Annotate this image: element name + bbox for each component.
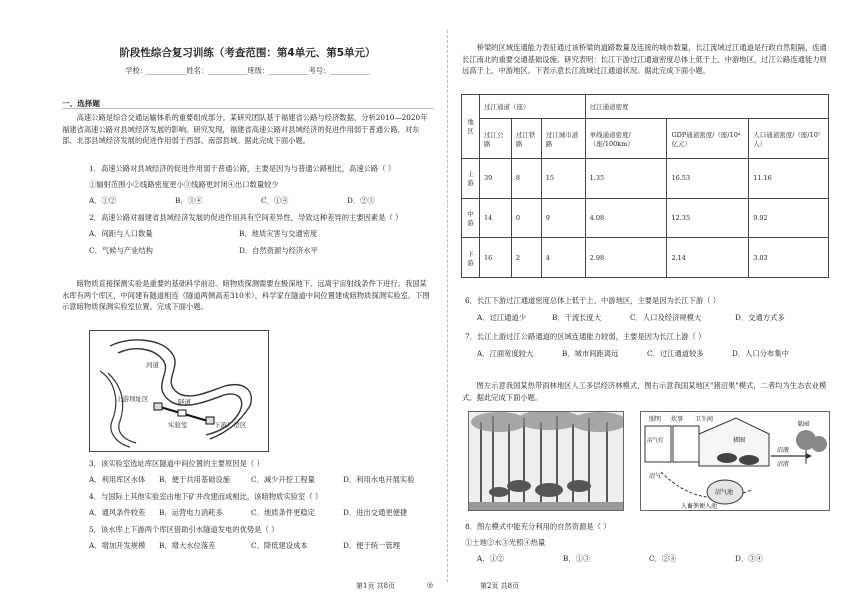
tree-canopy-graphic: [469, 412, 624, 511]
table-cell: 16: [479, 238, 511, 278]
q5-option-b[interactable]: B．增大水位落差: [159, 541, 216, 550]
section-rule: [62, 108, 434, 109]
fig-label-slurry: 沼液: [777, 447, 790, 454]
q6-option-a[interactable]: A．过江通道少: [477, 313, 527, 322]
footer-separator: ◎: [427, 581, 434, 589]
q1-stem: 1．高速公路对县域经济的促进作用弱于普通公路，主要是因为与普通公路相比，高速公路（ ）: [89, 164, 396, 173]
table-cell: 11.16: [749, 158, 829, 198]
table-cell: 0: [511, 198, 541, 238]
table-cell: 1.35: [585, 158, 667, 198]
q2-options-row1: [89, 229, 434, 239]
q5-option-a[interactable]: A．增加开发规模: [89, 541, 146, 550]
table-cell: 15: [541, 158, 585, 198]
q1-option-a[interactable]: A．①②: [89, 196, 117, 205]
reservoir-map-graphic: [90, 331, 268, 451]
table-row: [462, 238, 829, 278]
map-label-lower: 下游厂房区: [214, 421, 247, 429]
q8-option-b[interactable]: B．①③: [563, 554, 591, 563]
table-cell: 12.35: [667, 198, 749, 238]
q4-option-d[interactable]: D．进出交通更便捷: [343, 508, 408, 517]
q3-option-a[interactable]: A．利用库区水体: [89, 475, 146, 484]
table-subheader: 过江公路: [479, 119, 511, 159]
q7-options: [477, 349, 832, 359]
q6-stem: 6．长江下游过江通道密度总体上低于上、中游地区，主要是因为长江下游（ ）: [465, 296, 721, 305]
q7-option-a[interactable]: A．江面宽度较大: [477, 349, 534, 358]
q6-option-c[interactable]: C．人口及经济规模大: [630, 313, 702, 322]
q5-option-c[interactable]: C．降低建设成本: [251, 541, 308, 550]
table-cell: 9: [541, 198, 585, 238]
fig-label-orchard: 果园: [797, 421, 810, 428]
q7-stem: 7．长江上游过江公路通道的区域连通能力较弱，主要是因为长江上游（ ）: [465, 332, 706, 341]
q8-option-a[interactable]: A．①②: [477, 554, 505, 563]
crossing-data-table: [461, 94, 829, 278]
table-cell: 4.08: [585, 198, 667, 238]
q5-options: [89, 541, 434, 551]
pig-biogas-fruit-figure: [640, 411, 830, 511]
table-subheader: 单线通道密度/（座/100km）: [585, 119, 667, 159]
q4-option-c[interactable]: C．地质条件更稳定: [251, 508, 315, 517]
table-subheader: 过江城市道路: [541, 119, 585, 159]
q5-option-d[interactable]: D．便于统一管理: [343, 541, 400, 550]
q2-stem: 2．高速公路对福建省县域经济发展的促进作用具有空间差异性，导致这种差异的主要因素是（ ）: [89, 213, 403, 222]
table-cell: 2: [511, 238, 541, 278]
q6-option-d[interactable]: D．交通方式多: [735, 313, 785, 322]
q1-items: ①辐射范围小②线路密度更小③线路更封闭④出口数量较少: [89, 180, 279, 189]
fig-label-digester: 沼气池: [715, 489, 734, 496]
q4-options: [89, 508, 434, 518]
exam-title: 阶段性综合复习训练（考查范围：第4单元、第5单元）: [119, 47, 376, 59]
table-subheader: 过江铁路: [511, 119, 541, 159]
table-cell-region: 下游: [462, 238, 480, 278]
q2-option-b[interactable]: B．地质灾害与交通密度: [239, 229, 318, 238]
q3-option-c[interactable]: C．减少开挖工程量: [251, 475, 315, 484]
q6-option-b[interactable]: B．干流长度大: [552, 313, 602, 322]
passage-highway: 高速公路是综合交通运输体系的重要组成部分。某研究团队基于福建省公路与经济数据，分析2010—2020年福建省高速公路对县域经济发展的影响。研究发现，福建省高速公路对县域经济的促进作用弱于普通公路，对东部、北部县域经济发展的促进作用弱于西部、南部县域。据此完成下面小题。: [62, 113, 428, 146]
passage-river-crossing: 桥梁的区域连通能力表征通过该桥梁的道路数量及连接的城市数量，长江流域过江通道是行政自然阻隔，连通长江南北的重要交通基础设施。研究表明：长江下游过江通道密度总体上低于上、中游地区，过江公路连通能力则远高于上、中游地区。下表示意长江流域过江通道状况。据此完成下面小题。: [462, 43, 827, 76]
q1-options: [89, 196, 434, 206]
fig-label-lighting: 照明: [649, 416, 662, 423]
q2-option-c[interactable]: C．气候与产业结构: [89, 246, 153, 255]
q3-stem: 3．该实验室选址库区隧道中间位置的主要原因是（ ）: [89, 459, 264, 468]
passage-eco-farming: 图左示意我国某热带雨林地区人工多层经济林模式，图右示意我国某地区"猪沼果"模式，二者均为生态农业模式。据此完成下面小题。: [462, 381, 827, 402]
table-row: [462, 198, 829, 238]
page-divider: [447, 30, 448, 582]
student-info-line: 学校：___________姓名：___________班级：___________考号：___________: [125, 66, 370, 75]
map-label-river: 河道: [146, 361, 159, 369]
table-cell: 3.03: [749, 238, 829, 278]
fig-label-pigpen: 猪圈: [733, 437, 746, 444]
table-header-region: 地区: [462, 95, 480, 159]
footer-page-2: 第2页 共8页: [480, 582, 520, 590]
table-cell: 39: [479, 158, 511, 198]
fig-label-manure: 人畜粪便入池: [681, 503, 718, 510]
q6-options: [477, 313, 832, 323]
q7-option-d[interactable]: D．人口分布集中: [732, 349, 789, 358]
q4-option-a[interactable]: A．通风条件较差: [89, 508, 146, 517]
fig-label-toilet: 卫生间: [695, 416, 714, 423]
q2-options-row2: [89, 246, 434, 256]
q3-options: [89, 475, 434, 485]
lab-location-map: [89, 330, 269, 452]
q1-option-b[interactable]: B．③④: [175, 196, 203, 205]
rainforest-farm-figure: [468, 411, 624, 511]
map-label-tunnel: 隧道: [178, 398, 191, 406]
map-label-lab: 实验室: [168, 421, 188, 429]
table-cell: 2.14: [667, 238, 749, 278]
table-cell: 2.98: [585, 238, 667, 278]
table-cell: 16.53: [667, 158, 749, 198]
table-header-density: 过江通道密度: [585, 95, 828, 119]
map-label-upper: 上游坝址区: [116, 395, 149, 403]
section-heading: 一、选择题: [62, 99, 100, 108]
q8-option-d[interactable]: D．③④: [735, 554, 763, 563]
table-cell-region: 上游: [462, 158, 480, 198]
q8-items: ①土地②水③光照④热量: [465, 538, 546, 547]
fig-label-cooking: 炊事: [671, 416, 684, 423]
q8-options: [477, 554, 832, 564]
q8-stem: 8．图左模式中能充分利用的自然资源是（ ）: [465, 522, 611, 531]
q2-option-a[interactable]: A．间距与人口数量: [89, 229, 153, 238]
q4-stem: 4．与国际上其他实验室由地下矿井改建而成相比，该暗物质实验室（ ）: [89, 492, 323, 501]
table-cell: 9.92: [749, 198, 829, 238]
table-subheader: GDP通道密度/（座/10⁴亿元）: [667, 119, 749, 159]
q7-option-c[interactable]: C．过江通道较多: [647, 349, 704, 358]
fig-label-lamp: 沼气灯: [647, 438, 664, 444]
fig-label-residue: 沼渣: [777, 461, 790, 468]
table-cell: 14: [479, 198, 511, 238]
q8-option-c[interactable]: C．②④: [649, 554, 677, 563]
footer-page-1: 第1页 共8页: [356, 582, 396, 590]
q1-option-c[interactable]: C．①④: [261, 196, 289, 205]
q2-option-d[interactable]: D．自然资源与经济水平: [239, 246, 318, 255]
table-cell: 8: [511, 158, 541, 198]
q7-option-b[interactable]: B．城市间距离远: [562, 349, 619, 358]
table-cell-region: 中游: [462, 198, 480, 238]
table-row: [462, 158, 829, 198]
biogas-cycle-graphic: [641, 412, 830, 511]
table-subheader: 人口通道密度/（座/10⁷人）: [749, 119, 829, 159]
q4-option-b[interactable]: B．运营电力消耗多: [159, 508, 223, 517]
q3-option-d[interactable]: D．利用水电开展实验: [343, 475, 415, 484]
q1-option-d[interactable]: D．②③: [347, 196, 375, 205]
q3-option-b[interactable]: B．便于共用基础设施: [159, 475, 231, 484]
q5-stem: 5．该水库上下游两个库区借助引水隧道发电的优势是（ ）: [89, 525, 279, 534]
passage-dark-matter: 暗物质直接探测实验是重要的基础科学前沿。暗物质探测需要在极深地下、远离宇宙射线条件下进行。我国某水库有两个库区，中间建有隧道相连（隧道两侧高差310米），科学家在隧道中间位置建成暗物质探测实验室。下图示意暗物质探测实验室位置。完成下面小题。: [62, 279, 430, 312]
table-header-count: 过江通道（座）: [479, 95, 585, 119]
fig-label-biogas: 沼气: [649, 473, 662, 480]
table-cell: 4: [541, 238, 585, 278]
